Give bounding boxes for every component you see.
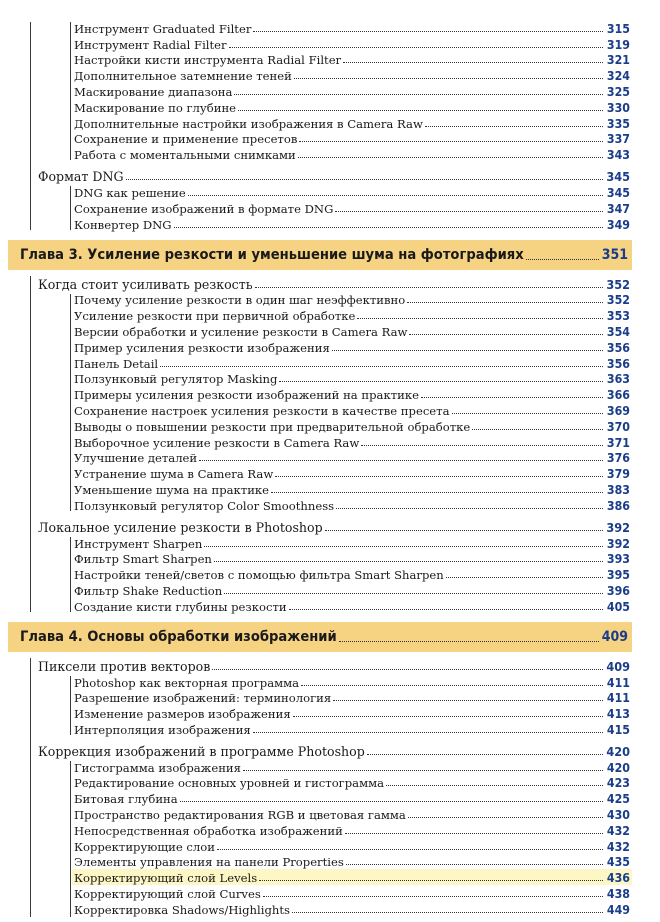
dot-leader [408, 816, 603, 818]
subsection-entry[interactable] [8, 402, 632, 418]
dot-leader [452, 412, 604, 414]
entry-title: Глава 3. Усиление резкости и уменьшение шума на фотографиях [20, 246, 524, 264]
entry-title: Photoshop как векторная программа [74, 675, 300, 690]
entry-title: Корректировка Shadows/Highlights [74, 902, 290, 917]
indent-guide-line [70, 761, 71, 917]
entry-title: Улучшение деталей [74, 451, 198, 466]
dot-leader [357, 317, 603, 319]
entry-title: Конвертер DNG [74, 217, 172, 232]
entry-title: Выводы о повышении резкости при предварительной обработке [74, 419, 471, 434]
page-number: 411 [606, 675, 630, 690]
entry-title: Инструмент Sharpen [74, 536, 203, 551]
entry-title: Почему усиление резкости в один шаг неэффективно [74, 293, 406, 308]
dot-leader [160, 365, 603, 367]
subsection-entry[interactable] [8, 434, 632, 450]
entry-title: Ползунковый регулятор Masking [74, 372, 278, 387]
page-number: 319 [606, 37, 630, 52]
page-number: 396 [606, 583, 630, 598]
entry-title: Маскирование по глубине [74, 100, 237, 115]
dot-leader [345, 832, 603, 834]
subsection-entry[interactable] [8, 292, 632, 308]
subsection-entry[interactable] [8, 481, 632, 497]
subsection-entry[interactable] [8, 465, 632, 481]
entry-title: Локальное усиление резкости в Photoshop [38, 519, 323, 535]
subsection-entry[interactable] [8, 450, 632, 466]
page-number: 356 [606, 340, 630, 355]
page-number: 393 [606, 552, 630, 567]
indent-guide-line [30, 658, 31, 917]
page-number: 432 [606, 823, 630, 838]
entry-title: Пиксели против векторов [38, 658, 211, 674]
entry-title: Фильтр Shake Reduction [74, 583, 223, 598]
page-number: 392 [606, 519, 630, 535]
dot-leader [333, 699, 603, 701]
subsection-entry[interactable] [8, 566, 632, 582]
section-entry[interactable] [8, 741, 632, 759]
subsection-entry[interactable] [8, 759, 632, 775]
dot-leader [299, 140, 603, 142]
entry-title: Интерполяция изображения [74, 722, 251, 737]
indent-guide-line [70, 186, 71, 230]
page-number: 411 [606, 691, 630, 706]
dot-leader [253, 30, 603, 32]
indent-guide-line [70, 22, 71, 160]
subsection-entry[interactable] [8, 551, 632, 567]
entry-title: Разрешение изображений: терминология [74, 691, 332, 706]
entry-title: Сохранение настроек усиления резкости в качестве пресета [74, 403, 450, 418]
dot-leader [339, 640, 599, 642]
dot-leader [289, 608, 603, 610]
page-number: 435 [606, 855, 630, 870]
page-number: 345 [606, 169, 630, 185]
dot-leader [335, 210, 603, 212]
entry-title: Формат DNG [38, 169, 124, 185]
dot-leader [421, 396, 603, 398]
entry-title: Глава 4. Основы обработки изображений [20, 628, 337, 646]
entry-title: Пример усиления резкости изображения [74, 340, 330, 355]
entry-title: Сохранение изображений в формате DNG [74, 201, 334, 216]
entry-title: Настройки кисти инструмента Radial Filter [74, 53, 342, 68]
dot-leader [325, 529, 603, 531]
subsection-entry[interactable] [8, 497, 632, 513]
entry-title: Пространство редактирования RGB и цветовая гамма [74, 808, 406, 823]
page-number: 409 [606, 658, 630, 674]
dot-leader [199, 459, 603, 461]
subsection-entry[interactable] [8, 885, 632, 901]
page-number: 337 [606, 132, 630, 147]
page-number: 420 [606, 760, 630, 775]
dot-leader [301, 684, 603, 686]
dot-leader [224, 592, 603, 594]
subsection-entry[interactable] [8, 146, 632, 162]
entry-title: Усиление резкости при первичной обработке [74, 309, 356, 324]
entry-title: Маскирование диапазона [74, 84, 233, 99]
entry-title: Инструмент Radial Filter [74, 37, 227, 52]
dot-leader [229, 46, 603, 48]
dot-leader [126, 178, 603, 180]
subsection-entry[interactable] [8, 775, 632, 791]
page-number: 325 [606, 84, 630, 99]
dot-leader [188, 194, 603, 196]
subsection-entry[interactable] [8, 115, 632, 131]
dot-leader [217, 848, 603, 850]
entry-title: Корректирующий слой Curves [74, 887, 261, 902]
page-number: 432 [606, 839, 630, 854]
dot-leader [255, 286, 603, 288]
indent-guide-line [70, 676, 71, 735]
page-number: 345 [606, 185, 630, 200]
page-number: 335 [606, 116, 630, 131]
entry-title: Корректирующие слои [74, 839, 215, 854]
dot-leader [298, 156, 603, 158]
subsection-entry[interactable] [8, 99, 632, 115]
entry-title: Дополнительные настройки изображения в Camera Raw [74, 116, 423, 131]
page-number: 366 [606, 388, 630, 403]
section-entry[interactable] [8, 517, 632, 535]
entry-title: Версии обработки и усиление резкости в Camera Raw [74, 324, 408, 339]
subsection-entry[interactable] [8, 339, 632, 355]
dot-leader [259, 879, 603, 881]
page-number: 438 [606, 887, 630, 902]
page-number: 321 [606, 53, 630, 68]
entry-title: Работа с моментальными снимками [74, 148, 296, 163]
entry-title: Устранение шума в Camera Raw [74, 467, 274, 482]
dot-leader [292, 911, 603, 913]
entry-title: Коррекция изображений в программе Photoshop [38, 743, 365, 759]
entry-title: DNG как решение [74, 185, 186, 200]
page-number: 315 [606, 21, 630, 36]
entry-title: Фильтр Smart Sharpen [74, 552, 212, 567]
subsection-entry[interactable] [8, 790, 632, 806]
entry-title: Примеры усиления резкости изображений на практике [74, 388, 419, 403]
section-entry[interactable] [8, 166, 632, 184]
entry-title: Корректирующий слой Levels [74, 871, 258, 886]
page-number: 425 [606, 792, 630, 807]
page-number: 353 [606, 309, 630, 324]
dot-leader [253, 731, 603, 733]
subsection-entry[interactable] [8, 822, 632, 838]
section-entry[interactable] [8, 274, 632, 292]
page-number: 395 [606, 568, 630, 583]
page-number: 379 [606, 467, 630, 482]
dot-leader [472, 428, 603, 430]
page-number: 369 [606, 403, 630, 418]
subsection-entry[interactable] [8, 806, 632, 822]
entry-title: Непосредственная обработка изображений [74, 823, 343, 838]
page-number: 386 [606, 498, 630, 513]
entry-title: Настройки теней/светов с помощью фильтра Smart Sharpen [74, 568, 444, 583]
dot-leader [238, 109, 603, 111]
entry-title: Ползунковый регулятор Color Smoothness [74, 498, 335, 513]
subsection-entry[interactable] [8, 705, 632, 721]
dot-leader [294, 77, 603, 79]
page-number: 343 [606, 148, 630, 163]
entry-title: Сохранение и применение пресетов [74, 132, 298, 147]
indent-guide-line [30, 22, 31, 230]
entry-title: Редактирование основных уровней и гистограмма [74, 776, 385, 791]
dot-leader [279, 380, 603, 382]
subsection-entry[interactable] [8, 901, 632, 917]
dot-leader [180, 800, 603, 802]
dot-leader [332, 349, 603, 351]
indent-guide-line [70, 294, 71, 511]
entry-title: Создание кисти глубины резкости [74, 599, 287, 614]
entry-title: Уменьшение шума на практике [74, 482, 270, 497]
page-number: 376 [606, 451, 630, 466]
page-number: 392 [606, 536, 630, 551]
entry-title: Изменение размеров изображения [74, 707, 291, 722]
subsection-entry[interactable] [8, 838, 632, 854]
subsection-entry[interactable] [8, 854, 632, 870]
subsection-entry[interactable] [8, 83, 632, 99]
dot-leader [234, 93, 603, 95]
page-number: 405 [606, 599, 630, 614]
chapter-heading[interactable] [8, 622, 632, 652]
subsection-entry[interactable] [8, 20, 632, 36]
indent-guide-line [30, 276, 31, 612]
dot-leader [174, 226, 603, 228]
subsection-entry[interactable] [8, 869, 632, 885]
dot-leader [214, 560, 603, 562]
page-number: 349 [606, 217, 630, 232]
page-number: 351 [601, 246, 628, 263]
entry-title: Битовая глубина [74, 792, 178, 807]
subsection-entry[interactable] [8, 690, 632, 706]
subsection-entry[interactable] [8, 418, 632, 434]
entry-title: Гистограмма изображения [74, 760, 241, 775]
page-number: 413 [606, 707, 630, 722]
dot-leader [343, 61, 603, 63]
entry-title: Элементы управления на панели Properties [74, 855, 344, 870]
dot-leader [243, 769, 603, 771]
entry-title: Выборочное усиление резкости в Camera Raw [74, 435, 360, 450]
page-number: 415 [606, 722, 630, 737]
page-number: 423 [606, 776, 630, 791]
dot-leader [212, 668, 603, 670]
page-number: 420 [606, 743, 630, 759]
dot-leader [204, 545, 603, 547]
dot-leader [336, 507, 603, 509]
entry-title: Инструмент Graduated Filter [74, 21, 252, 36]
page-number: 449 [606, 902, 630, 917]
page-number: 324 [606, 69, 630, 84]
indent-guide-line [70, 537, 71, 612]
dot-leader [346, 863, 603, 865]
entry-title: Панель Detail [74, 356, 159, 371]
dot-leader [409, 333, 603, 335]
subsection-entry[interactable] [8, 307, 632, 323]
page-number: 352 [606, 293, 630, 308]
subsection-entry[interactable] [8, 52, 632, 68]
page-number: 383 [606, 482, 630, 497]
subsection-entry[interactable] [8, 674, 632, 690]
subsection-entry[interactable] [8, 355, 632, 371]
subsection-entry[interactable] [8, 323, 632, 339]
table-of-contents [8, 20, 632, 917]
subsection-entry[interactable] [8, 386, 632, 402]
dot-leader [275, 475, 603, 477]
dot-leader [407, 301, 603, 303]
page-number: 436 [606, 871, 630, 886]
subsection-entry[interactable] [8, 184, 632, 200]
subsection-entry[interactable] [8, 200, 632, 216]
dot-leader [361, 444, 603, 446]
subsection-entry[interactable] [8, 721, 632, 737]
dot-leader [446, 576, 603, 578]
entry-title: Дополнительное затемнение теней [74, 69, 292, 84]
subsection-entry[interactable] [8, 36, 632, 52]
subsection-entry[interactable] [8, 216, 632, 232]
page-number: 363 [606, 372, 630, 387]
dot-leader [425, 125, 603, 127]
dot-leader [526, 258, 599, 260]
subsection-entry[interactable] [8, 131, 632, 147]
dot-leader [263, 895, 603, 897]
dot-leader [367, 753, 603, 755]
page-number: 370 [606, 419, 630, 434]
subsection-entry[interactable] [8, 535, 632, 551]
section-entry[interactable] [8, 656, 632, 674]
subsection-entry[interactable] [8, 67, 632, 83]
dot-leader [271, 491, 603, 493]
page-number: 409 [601, 628, 628, 645]
subsection-entry[interactable] [8, 598, 632, 614]
dot-leader [386, 784, 603, 786]
page-number: 430 [606, 808, 630, 823]
page-number: 356 [606, 356, 630, 371]
page-number: 330 [606, 100, 630, 115]
chapter-heading[interactable] [8, 240, 632, 270]
page-number: 371 [606, 435, 630, 450]
entry-title: Когда стоит усиливать резкость [38, 276, 253, 292]
dot-leader [293, 715, 603, 717]
page-number: 347 [606, 201, 630, 216]
page-number: 354 [606, 324, 630, 339]
page-number: 352 [606, 276, 630, 292]
subsection-entry[interactable] [8, 582, 632, 598]
subsection-entry[interactable] [8, 371, 632, 387]
